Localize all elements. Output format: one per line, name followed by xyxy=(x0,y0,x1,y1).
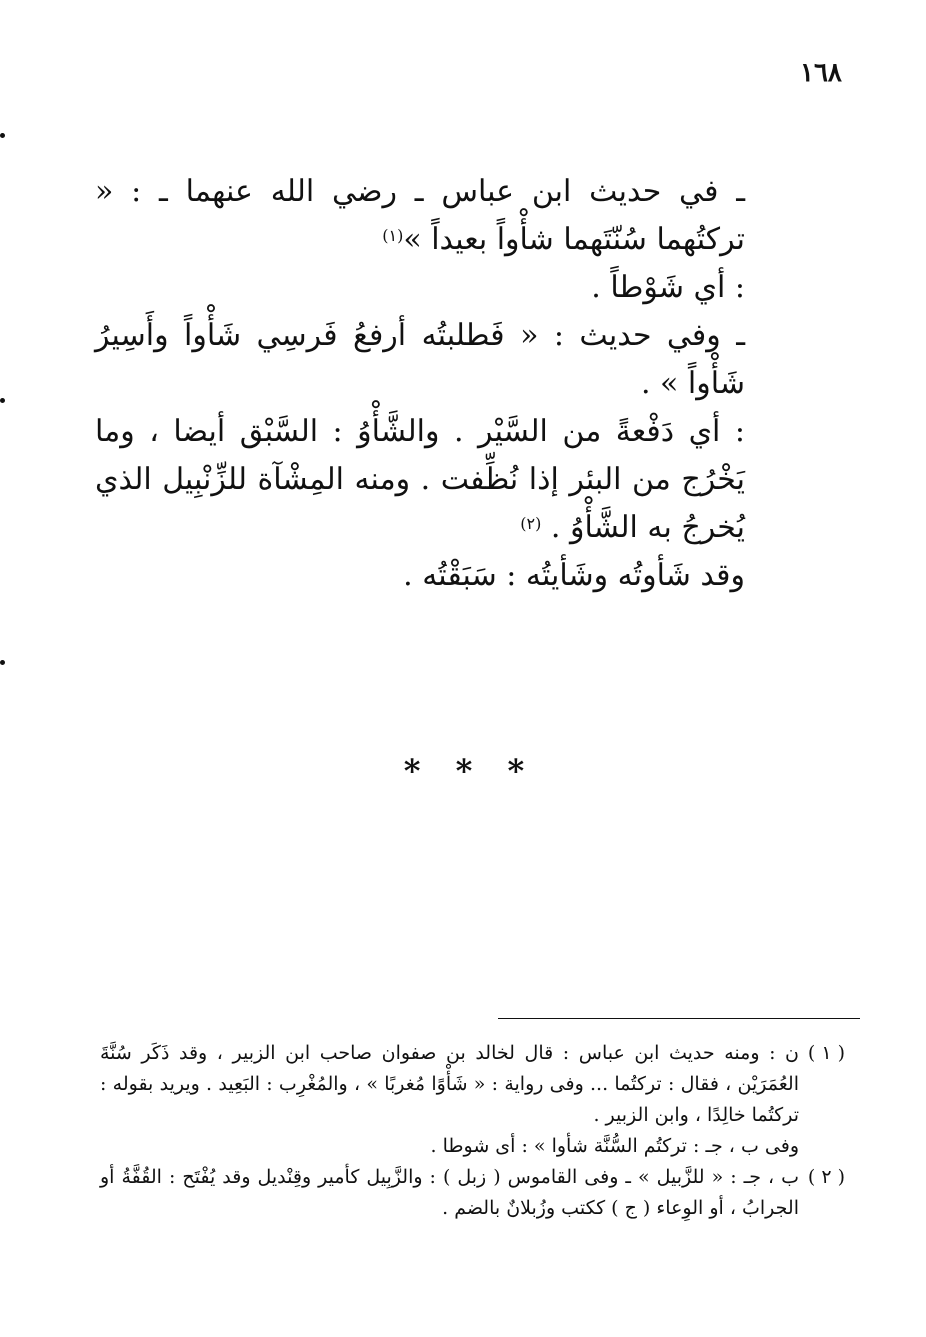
footnote-2 xyxy=(100,1162,845,1224)
margin-mark xyxy=(0,398,5,403)
footnote-line: ن : ومنه حديث ابن عباس : قال لخالد بن صفوان صاحب ابن الزبير ، وقد ذَكَر سُنَّةَ العُمَرَيْن ، فقال : تركتُما ... وفى رواية : « شَأْوًا مُغربًا » ، والمُغْرِب : البَعِيد . ويريد بقوله : تركتُما خالِدًا ، وابن الزبير . xyxy=(100,1042,799,1126)
footnote-ref-2[interactable]: (٢) xyxy=(520,514,542,533)
footnote-ref-1[interactable]: (١) xyxy=(382,226,404,245)
margin-mark xyxy=(0,133,5,138)
footnote-number: ( ٢ ) xyxy=(807,1166,845,1188)
gloss-paragraph-2 xyxy=(95,408,745,552)
footnote-1 xyxy=(100,1038,845,1162)
hadith-paragraph-2: ـ وفي حديث : « فَطلبتُه أرفعُ فَرسِي شَأْواً وأَسِيرُ شَأْواً » . xyxy=(95,318,745,401)
footnote-line: وفى ب ، جـ : تركتُم السُّنَّة شأوا » : أى شوطا . xyxy=(430,1135,799,1157)
footnote-number: ( ١ ) xyxy=(807,1042,845,1064)
paragraph-text: : أي دَفْعةً من السَّيْر . والشَّأْوُ : السَّبْق أيضا ، وما يَخْرُج من البئر إذا نُظِّفت . ومنه المِشْآة للزِّنْبِيل الذي يُخرجُ به الشَّأْوُ . xyxy=(95,414,745,545)
paragraph-text: ـ في حديث ابن عباس ـ رضي الله عنهما ـ : « تركتُهما سُنّتَهما شأْواً بعيداً » xyxy=(95,174,745,257)
footnote-divider xyxy=(498,1018,860,1019)
gloss-paragraph-1: : أي شَوْطاً . xyxy=(591,270,745,305)
footnotes xyxy=(100,1038,845,1224)
section-separator: * * * xyxy=(403,752,537,790)
main-text xyxy=(95,168,745,600)
footnote-line: ب ، جـ : « للزَّبيل » ـ وفى القاموس ( زبل ) : والزَّبِيل كأمير وقِنْديل وقد يُفْتَح : القُفَّةُ أو الجرابُ ، أو الوِعاء ( ج ) ككتب وزُبلانٌ بالضم . xyxy=(100,1166,799,1219)
hadith-paragraph-1 xyxy=(95,168,745,264)
page-number: ١٦٨ xyxy=(800,58,842,88)
closing-paragraph: وقد شَأوتُه وشَأيتُه : سَبَقْتُه . xyxy=(403,558,745,593)
margin-mark xyxy=(0,660,5,665)
